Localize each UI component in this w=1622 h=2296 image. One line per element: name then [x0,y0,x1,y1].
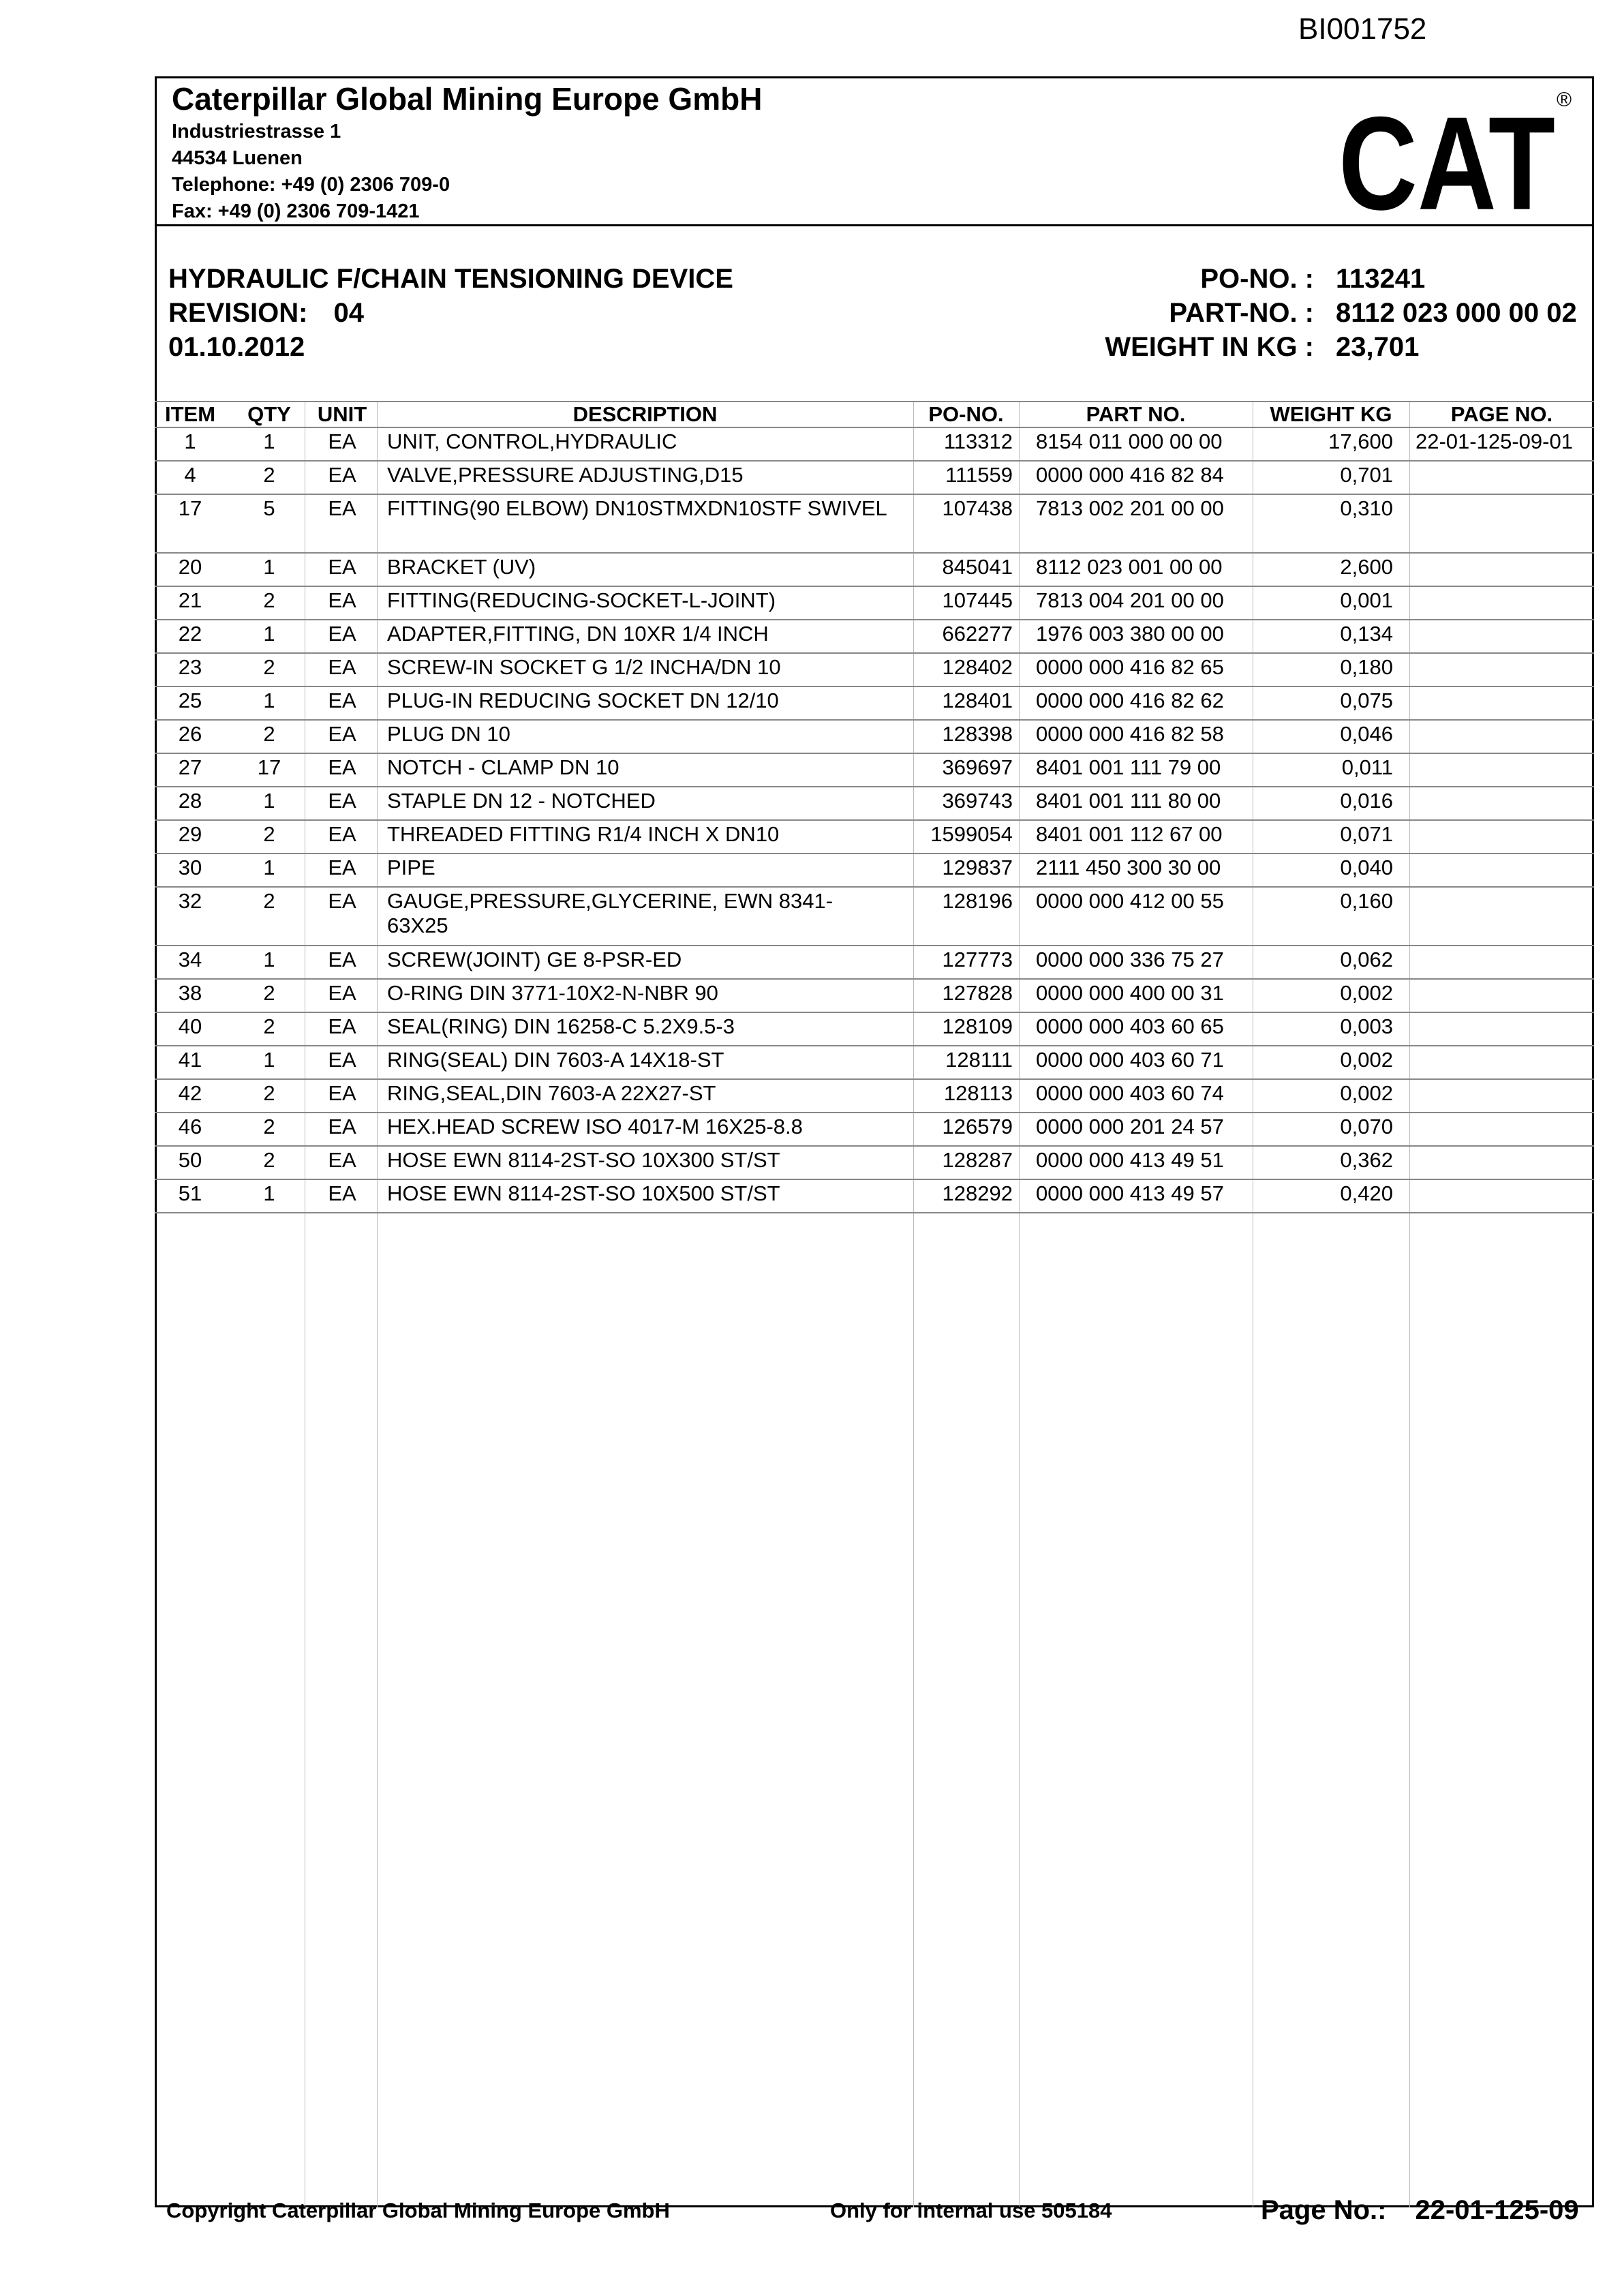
cell-po: 128402 [942,655,1013,679]
cell-unit: EA [328,981,356,1005]
po-value: 113241 [1336,264,1426,294]
cell-part: 0000 000 403 60 74 [1036,1081,1224,1105]
cell-unit: EA [328,755,356,779]
table-row [155,1180,1594,1213]
cell-qty: 1 [263,622,275,646]
cell-description: SCREW-IN SOCKET G 1/2 INCHA/DN 10 [387,655,781,679]
cell-description: HOSE EWN 8114-2ST-SO 10X500 ST/ST [387,1181,780,1205]
cell-weight: 0,046 [1340,722,1393,746]
cell-po: 111559 [945,463,1013,487]
cell-part: 2111 450 300 30 00 [1036,856,1221,879]
company-name: Caterpillar Global Mining Europe GmbH [172,81,763,117]
cell-unit: EA [328,689,356,712]
header-description: DESCRIPTION [572,402,718,426]
cell-unit: EA [328,655,356,679]
cell-description: RING,SEAL,DIN 7603-A 22X27-ST [387,1081,716,1105]
table-header [155,401,1594,428]
cell-qty: 2 [263,1014,275,1038]
document-date: 01.10.2012 [168,332,305,362]
cell-item: 34 [178,948,202,971]
cell-weight: 0,362 [1340,1148,1393,1172]
cell-item: 46 [178,1115,202,1138]
cell-weight: 0,075 [1340,689,1393,712]
cat-logo-text: CAT [1338,89,1555,220]
cell-weight: 17,600 [1328,429,1393,453]
cell-qty: 1 [263,948,275,971]
cell-part: 8401 001 112 67 00 [1036,822,1223,846]
table-row [155,888,1594,946]
weight-row [1050,330,1595,364]
table-row [155,587,1594,620]
cell-part: 0000 000 413 49 57 [1036,1181,1224,1205]
cell-description: HEX.HEAD SCREW ISO 4017-M 16X25-8.8 [387,1115,803,1138]
weight-value: 23,701 [1336,332,1420,362]
cell-unit: EA [328,1048,356,1072]
cell-description: PLUG DN 10 [387,722,510,746]
cell-item: 1 [184,429,196,453]
cell-item: 26 [178,722,202,746]
cell-weight: 0,011 [1341,755,1393,779]
cell-part: 0000 000 416 82 65 [1036,655,1224,679]
cell-po: 369743 [942,789,1013,813]
cell-weight: 0,071 [1340,822,1393,846]
header-qty: QTY [247,402,291,426]
table-row [155,1046,1594,1080]
table-row [155,821,1594,854]
cell-po: 127828 [942,981,1013,1005]
table-row [155,946,1594,980]
cell-po: 128196 [942,889,1013,913]
cell-page: 22-01-125-09-01 [1416,429,1573,453]
cell-unit: EA [328,1081,356,1105]
cell-qty: 2 [263,1115,275,1138]
cell-description: BRACKET (UV) [387,555,536,579]
cell-qty: 2 [263,889,275,913]
cell-part: 8401 001 111 79 00 [1036,755,1221,779]
table-row [155,787,1594,821]
cell-item: 21 [178,588,202,612]
cell-description: FITTING(REDUCING-SOCKET-L-JOINT) [387,588,776,612]
cell-weight: 0,040 [1340,856,1393,879]
cell-po: 845041 [942,555,1013,579]
footer-internal: Only for internal use 505184 [830,2199,1112,2222]
cell-qty: 1 [263,689,275,712]
cell-part: 0000 000 400 00 31 [1036,981,1224,1005]
cell-part: 1976 003 380 00 00 [1036,622,1224,646]
cell-qty: 2 [263,1081,275,1105]
cell-qty: 2 [263,981,275,1005]
cell-po: 126579 [942,1115,1013,1138]
cell-unit: EA [328,856,356,879]
cell-part: 0000 000 416 82 58 [1036,722,1224,746]
company-fax: Fax: +49 (0) 2306 709-1421 [172,200,420,222]
cell-weight: 0,070 [1340,1115,1393,1138]
cell-part: 0000 000 336 75 27 [1036,948,1224,971]
cell-description: ADAPTER,FITTING, DN 10XR 1/4 INCH [387,622,769,646]
cell-part: 8154 011 000 00 00 [1036,429,1223,453]
header-unit: UNIT [317,402,367,426]
cell-weight: 2,600 [1340,555,1393,579]
cell-weight: 0,002 [1340,981,1393,1005]
cell-description: UNIT, CONTROL,HYDRAULIC [387,429,677,453]
cell-qty: 2 [263,588,275,612]
cell-unit: EA [328,1181,356,1205]
part-row [1050,296,1595,330]
table-row [155,462,1594,495]
header-part: PART NO. [1086,402,1186,426]
cell-qty: 2 [263,1148,275,1172]
cell-weight: 0,160 [1340,889,1393,913]
cell-item: 4 [184,463,196,487]
cell-unit: EA [328,889,356,913]
cell-unit: EA [328,588,356,612]
cell-po: 127773 [942,948,1013,971]
registered-mark: ® [1557,89,1572,111]
header-item: ITEM [164,402,216,426]
cell-weight: 0,701 [1340,463,1393,487]
cell-weight: 0,180 [1340,655,1393,679]
cell-po: 107445 [942,588,1013,612]
cell-description: RING(SEAL) DIN 7603-A 14X18-ST [387,1048,724,1072]
cell-qty: 1 [263,856,275,879]
cell-item: 23 [178,655,202,679]
table-row [155,754,1594,787]
po-row [1050,262,1595,296]
cell-unit: EA [328,1148,356,1172]
revision-row [168,296,364,330]
cell-po: 107438 [942,496,1013,520]
cell-description: HOSE EWN 8114-2ST-SO 10X300 ST/ST [387,1148,780,1172]
cell-item: 17 [178,496,202,520]
cell-weight: 0,310 [1340,496,1393,520]
cell-part: 0000 000 413 49 51 [1036,1148,1224,1172]
table-row [155,1113,1594,1147]
cell-qty: 2 [263,463,275,487]
cell-item: 30 [178,856,202,879]
cell-unit: EA [328,429,356,453]
table-row [155,554,1594,587]
table-row [155,654,1594,687]
cell-part: 7813 004 201 00 00 [1036,588,1224,612]
footer-page-value: 22-01-125-09 [1415,2195,1579,2225]
cell-qty: 2 [263,722,275,746]
cell-item: 51 [178,1181,202,1205]
cell-item: 25 [178,689,202,712]
cell-qty: 1 [263,789,275,813]
cell-po: 128113 [943,1081,1013,1105]
cell-unit: EA [328,463,356,487]
cell-po: 1599054 [930,822,1013,846]
cell-description: NOTCH - CLAMP DN 10 [387,755,619,779]
cell-unit: EA [328,822,356,846]
cell-item: 22 [178,622,202,646]
cell-po: 129837 [942,856,1013,879]
table-row [155,687,1594,721]
cell-description: O-RING DIN 3771-10X2-N-NBR 90 [387,981,718,1005]
cell-part: 0000 000 416 82 62 [1036,689,1224,712]
cell-qty: 2 [263,655,275,679]
cell-description: THREADED FITTING R1/4 INCH X DN10 [387,822,780,846]
table-row [155,1013,1594,1046]
cell-unit: EA [328,789,356,813]
cell-weight: 0,003 [1340,1014,1393,1038]
cell-description: SEAL(RING) DIN 16258-C 5.2X9.5-3 [387,1014,735,1038]
cell-item: 32 [178,889,202,913]
cell-po: 128111 [945,1048,1013,1072]
cell-description: GAUGE,PRESSURE,GLYCERINE, EWN 8341-63X25 [387,889,833,937]
cell-unit: EA [328,496,356,520]
cell-item: 50 [178,1148,202,1172]
cell-unit: EA [328,622,356,646]
footer-page [1261,2195,1579,2226]
footer-page-label: Page No.: [1261,2195,1387,2225]
header-weight: WEIGHT KG [1270,402,1392,426]
company-street: Industriestrasse 1 [172,121,341,142]
table-row [155,1147,1594,1180]
cell-unit: EA [328,948,356,971]
cell-po: 662277 [942,622,1013,646]
cell-item: 28 [178,789,202,813]
cell-description: PIPE [387,856,435,879]
cell-qty: 2 [263,822,275,846]
weight-label: WEIGHT IN KG : [1105,332,1314,362]
cell-qty: 1 [263,1181,275,1205]
cell-item: 20 [178,555,202,579]
cell-weight: 0,134 [1340,622,1393,646]
revision-value: 04 [333,298,364,328]
cell-item: 38 [178,981,202,1005]
cat-logo [1336,83,1581,220]
cell-item: 27 [178,755,202,779]
document-meta [1050,262,1595,364]
cell-part: 8401 001 111 80 00 [1036,789,1221,813]
po-label: PO-NO. : [1200,264,1314,294]
cell-item: 29 [178,822,202,846]
document-id: BI001752 [1298,12,1427,46]
header-page: PAGE NO. [1450,402,1553,426]
cell-description: SCREW(JOINT) GE 8-PSR-ED [387,948,682,971]
cell-po: 128398 [942,722,1013,746]
cell-weight: 0,001 [1340,588,1393,612]
cell-unit: EA [328,555,356,579]
part-label: PART-NO. : [1169,298,1314,328]
cell-po: 128292 [942,1181,1013,1205]
table-row [155,980,1594,1013]
cell-item: 41 [178,1048,202,1072]
cell-unit: EA [328,722,356,746]
cell-part: 0000 000 416 82 84 [1036,463,1224,487]
table-row [155,854,1594,888]
cell-description: VALVE,PRESSURE ADJUSTING,D15 [387,463,744,487]
table-row [155,1080,1594,1113]
cell-unit: EA [328,1115,356,1138]
company-city: 44534 Luenen [172,147,303,169]
cell-po: 128401 [942,689,1013,712]
part-value: 8112 023 000 00 02 [1336,298,1577,328]
cell-part: 8112 023 001 00 00 [1036,555,1223,579]
cell-item: 42 [178,1081,202,1105]
table-row [155,721,1594,754]
cell-po: 113312 [943,429,1013,453]
cell-weight: 0,002 [1340,1081,1393,1105]
table-row [155,428,1594,462]
cell-weight: 0,420 [1340,1181,1393,1205]
cell-po: 369697 [942,755,1013,779]
cell-po: 128287 [942,1148,1013,1172]
cell-qty: 1 [263,555,275,579]
header-po: PO-NO. [928,402,1004,426]
cell-qty: 1 [263,429,275,453]
cell-qty: 5 [263,496,275,520]
cell-po: 128109 [942,1014,1013,1038]
cell-item: 40 [178,1014,202,1038]
cell-part: 7813 002 201 00 00 [1036,496,1224,520]
cell-part: 0000 000 201 24 57 [1036,1115,1224,1138]
cell-description: STAPLE DN 12 - NOTCHED [387,789,656,813]
cell-part: 0000 000 403 60 65 [1036,1014,1224,1038]
header-separator [155,224,1594,226]
cell-unit: EA [328,1014,356,1038]
cell-weight: 0,016 [1340,789,1393,813]
company-telephone: Telephone: +49 (0) 2306 709-0 [172,174,450,196]
cell-part: 0000 000 412 00 55 [1036,889,1224,913]
cell-weight: 0,002 [1340,1048,1393,1072]
table-row [155,620,1594,654]
revision-label: REVISION: [168,298,308,328]
cell-description: PLUG-IN REDUCING SOCKET DN 12/10 [387,689,779,712]
cell-part: 0000 000 403 60 71 [1036,1048,1224,1072]
company-block [172,79,762,225]
footer-copyright: Copyright Caterpillar Global Mining Europe GmbH [166,2199,670,2222]
cell-qty: 17 [257,755,281,779]
document-title: HYDRAULIC F/CHAIN TENSIONING DEVICE [168,264,733,294]
cell-weight: 0,062 [1340,948,1393,971]
cell-qty: 1 [263,1048,275,1072]
table-row [155,495,1594,554]
cell-description: FITTING(90 ELBOW) DN10STMXDN10STF SWIVEL [387,496,887,520]
